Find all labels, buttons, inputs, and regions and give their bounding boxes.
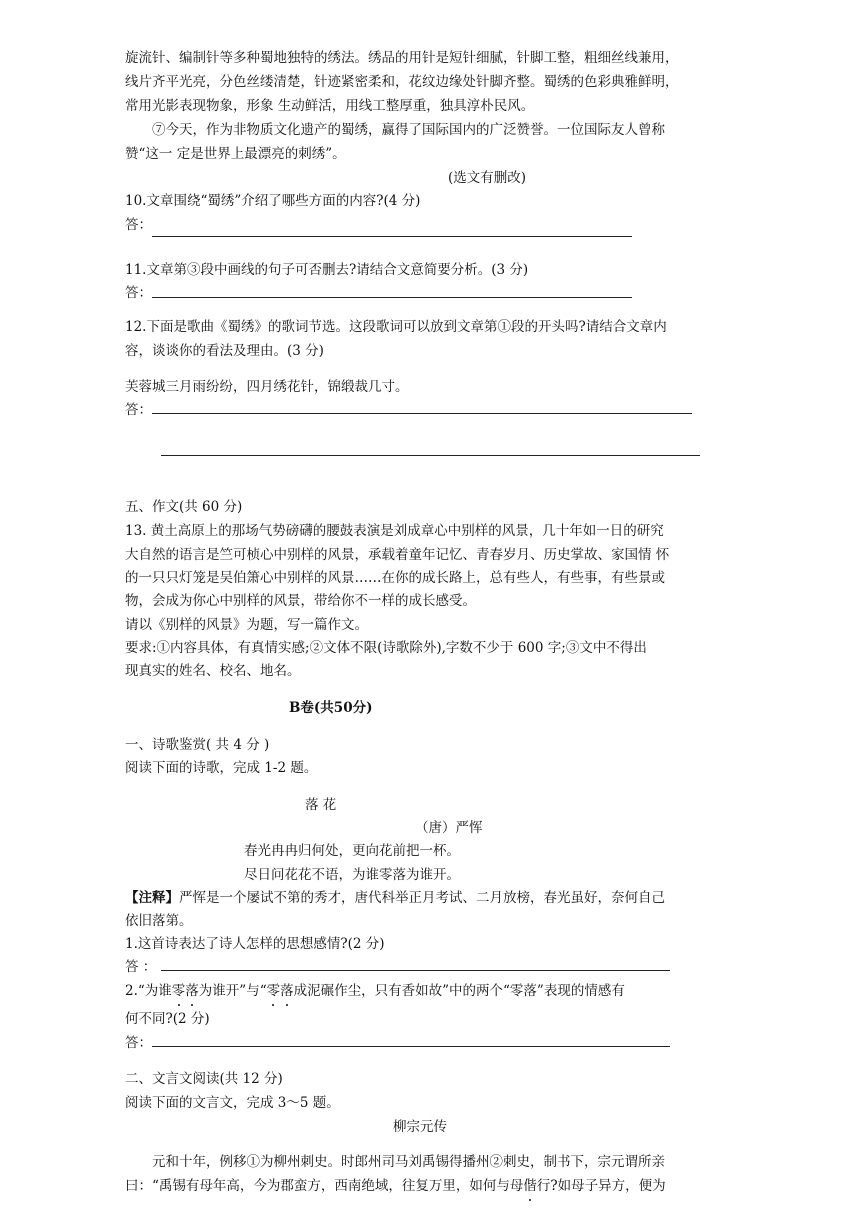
emphasis-char: 偕 [523, 1178, 537, 1194]
classical-title: 柳宗元传 [393, 1119, 447, 1135]
answer-line-b1[interactable] [161, 970, 670, 971]
question-b1: 1.这首诗表达了诗人怎样的思想感情?(2 分) [125, 936, 385, 952]
emphasis-char: 零 [171, 983, 186, 999]
answer-label-12: 答： [125, 402, 152, 418]
essay-line-2: 大自然的语言是竺可桢心中别样的风景，承载着童年记忆、青春岁月、历史掌故、家国情 怀 [125, 547, 670, 563]
emphasis-char: 落 [185, 983, 199, 999]
answer-label-b1: 答 ： [125, 959, 157, 975]
question-11: 11.文章第③段中画线的句子可否删去?请结合文意简要分析。(3 分) [125, 262, 529, 278]
classical-instruction: 阅读下面的文言文，完成 3～5 题。 [125, 1095, 340, 1111]
classical-heading: 二、文言文阅读(共 12 分) [125, 1071, 283, 1087]
section-b-title: B卷(共50分) [289, 700, 373, 716]
essay-heading: 五、作文(共 60 分) [125, 499, 243, 515]
note-text: 严恽是一个屡试不第的秀才，唐代科举正月考试、二月放榜，春光虽好，奈何自己 [179, 890, 665, 906]
answer-line-10[interactable] [152, 236, 632, 237]
question-b2-line-2: 何不同?(2 分) [125, 1011, 210, 1027]
note-label: 【注释】 [125, 890, 179, 906]
poem-title: 落 花 [305, 797, 337, 813]
passage-line-1: 旋流针、编制针等多种蜀地独特的绣法。绣品的用针是短针细腻，针脚工整，粗细丝线兼用， [125, 50, 679, 66]
answer-label-11: 答： [125, 285, 152, 301]
essay-line-5: 请以《别样的风景》为题，写一篇作文。 [125, 617, 368, 633]
question-12-line-2: 容，谈谈你的看法及理由。(3 分) [125, 343, 324, 359]
essay-line-7: 现真实的姓名、校名、地名。 [125, 663, 301, 679]
classical-line-1: 元和十年，例移①为柳州刺史。时郎州司马刘禹锡得播州②刺史，制书下，宗元谓所亲 [152, 1154, 665, 1170]
question-10: 10.文章围绕“蜀绣”介绍了哪些方面的内容?(4 分) [125, 193, 421, 209]
passage-line-2: 线片齐平光亮，分色丝缕清楚，针迹紧密柔和，花纹边缘处针脚齐整。蜀绣的色彩典雅鲜明， [125, 74, 679, 90]
answer-line-11[interactable] [152, 297, 632, 298]
poetry-instruction: 阅读下面的诗歌，完成 1-2 题。 [125, 760, 318, 776]
answer-label-10: 答： [125, 217, 152, 233]
essay-line-3: 的一只只灯笼是吴伯箫心中别样的风景……在你的成长路上，总有些人，有些事，有些景或 [125, 570, 665, 586]
question-12-line-1: 12.下面是歌曲《蜀绣》的歌词节选。这段歌词可以放到文章第①段的开头吗?请结合文章内 [125, 319, 667, 335]
lyric-excerpt: 芙蓉城三月雨纷纷，四月绣花针，锦缎裁几寸。 [125, 379, 409, 395]
poetry-heading: 一、诗歌鉴赏( 共 4 分 ) [125, 737, 270, 753]
note [125, 888, 665, 908]
passage-line-4: ⑦今天，作为非物质文化遗产的蜀绣，赢得了国际国内的广泛赞誉。一位国际友人曾称 [152, 122, 665, 138]
poem-line-2: 尽日问花花不语，为谁零落为谁开。 [244, 867, 460, 883]
emphasis-char: 零 [266, 983, 281, 999]
source-note: (选文有删改) [448, 170, 527, 186]
essay-line-4: 物，会成为你心中别样的风景，带给你不一样的成长感受。 [125, 593, 476, 609]
note-line-2: 依旧落第。 [125, 913, 193, 929]
classical-line-2: 曰：“禹锡有母年高，今为郡蛮方，西南绝域，往复万里，如何与母偕行?如母子异方，便为 [125, 1178, 666, 1194]
answer-label-b2: 答： [125, 1035, 152, 1051]
passage-line-5: 赞“这一 定是世界上最漂亮的刺绣”。 [125, 146, 346, 162]
answer-line-b2[interactable] [152, 1046, 670, 1047]
emphasis-char: 落 [280, 983, 294, 999]
question-b2-line-1: 2.“为谁零落为谁开”与“零落成泥碾作尘，只有香如故”中的两个“零落”表现的情感有 [125, 983, 625, 999]
poem-author: （唐）严恽 [415, 820, 483, 836]
essay-line-6: 要求:①内容具体，有真情实感;②文体不限(诗歌除外),字数不少于 600 字;③文中不得出 [125, 640, 647, 656]
answer-line-12a[interactable] [152, 413, 692, 414]
answer-line-12b[interactable] [161, 455, 700, 456]
poem-line-1: 春光冉冉归何处，更向花前把一杯。 [244, 843, 460, 859]
passage-line-3: 常用光影表现物象，形象 生动鲜活，用线工整厚重，独具淳朴民风。 [125, 98, 535, 114]
essay-line-1: 13. 黄土高原上的那场气势磅礴的腰鼓表演是刘成章心中别样的风景，几十年如一日的研究 [125, 523, 664, 539]
